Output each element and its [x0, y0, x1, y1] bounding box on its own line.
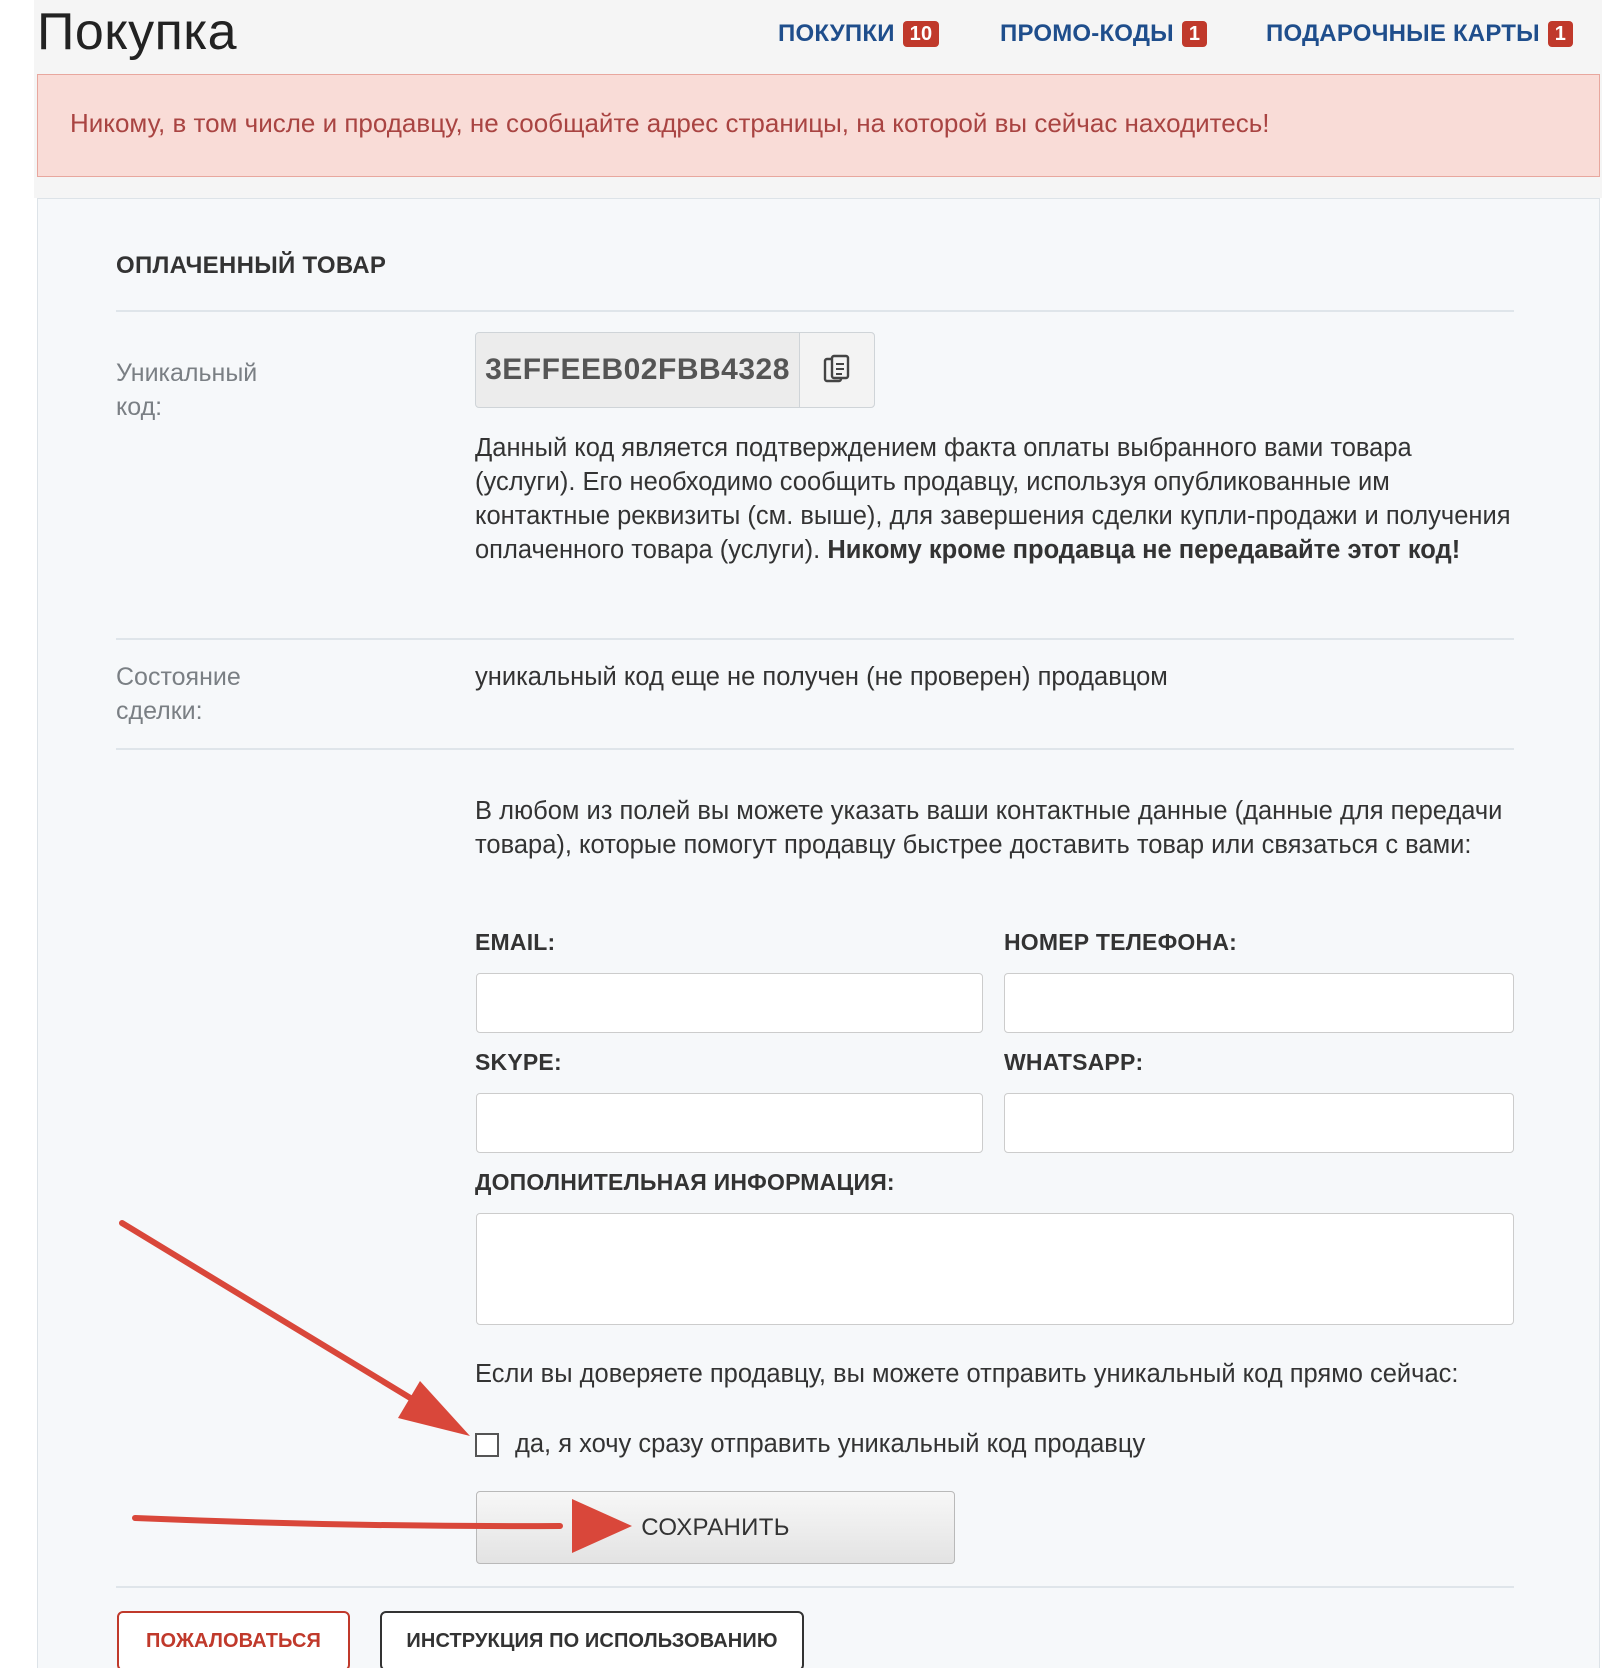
- email-input[interactable]: [476, 973, 983, 1033]
- unique-code-value[interactable]: 3EFFEEB02FBB4328: [485, 353, 790, 386]
- contacts-intro: В любом из полей вы можете указать ваши контактные данные (данные для передачи товара), которые помогут продавцу быстрее доставить товар или связаться с вами:: [475, 797, 1503, 859]
- deal-state-value: уникальный код еще не получен (не проверен) продавцом: [475, 663, 1168, 691]
- divider: [116, 310, 1514, 312]
- unique-code-description: Данный код является подтверждением факта оплаты выбранного вами товара (услуги). Его необходимо сообщить продавцу, используя опубликованные им контактные реквизиты (см. выше), для завершения сделки купли-продажи и получения оплаченного товара (услуги). Никому кроме продавца не передавайте этот код!: [475, 434, 1511, 564]
- divider: [116, 748, 1514, 750]
- divider: [116, 638, 1514, 640]
- extra-info-label: ДОПОЛНИТЕЛЬНАЯ ИНФОРМАЦИЯ:: [475, 1169, 895, 1195]
- skype-label: SKYPE:: [475, 1049, 562, 1075]
- nav-purchases-label: ПОКУПКИ: [778, 20, 895, 47]
- copy-icon: [822, 354, 852, 386]
- save-button[interactable]: СОХРАНИТЬ: [476, 1491, 955, 1564]
- send-code-intro: Если вы доверяете продавцу, вы можете отправить уникальный код прямо сейчас:: [475, 1360, 1459, 1388]
- nav-purchases[interactable]: [778, 20, 939, 48]
- deal-state-label: Состояние сделки:: [116, 663, 241, 725]
- phone-input[interactable]: [1004, 973, 1514, 1033]
- unique-code-warning: Никому кроме продавца не передавайте этот код!: [827, 536, 1461, 564]
- send-code-checkbox-label: да, я хочу сразу отправить уникальный код продавцу: [515, 1430, 1146, 1458]
- divider: [116, 1586, 1514, 1588]
- complain-button[interactable]: ПОЖАЛОВАТЬСЯ: [117, 1611, 350, 1668]
- unique-code-box: [475, 332, 875, 408]
- whatsapp-label: WHATSAPP:: [1004, 1049, 1144, 1075]
- whatsapp-input[interactable]: [1004, 1093, 1514, 1153]
- nav-gift-cards[interactable]: [1266, 20, 1573, 48]
- purchases-count-badge: 10: [903, 21, 940, 47]
- instructions-button[interactable]: ИНСТРУКЦИЯ ПО ИСПОЛЬЗОВАНИЮ: [380, 1611, 804, 1668]
- unique-code-label: Уникальный код:: [116, 359, 258, 421]
- send-code-checkbox-row[interactable]: [475, 1430, 1145, 1459]
- nav-promo-codes[interactable]: [1000, 20, 1207, 48]
- section-title: ОПЛАЧЕННЫЙ ТОВАР: [116, 252, 387, 279]
- security-warning-alert: Никому, в том числе и продавцу, не сообщайте адрес страницы, на которой вы сейчас находитесь!: [37, 74, 1600, 177]
- extra-info-textarea[interactable]: [476, 1213, 1514, 1325]
- nav-promo-codes-label: ПРОМО-КОДЫ: [1000, 20, 1174, 47]
- copy-code-button[interactable]: [799, 333, 874, 407]
- phone-label: НОМЕР ТЕЛЕФОНА:: [1004, 929, 1237, 955]
- email-label: EMAIL:: [475, 929, 556, 955]
- skype-input[interactable]: [476, 1093, 983, 1153]
- send-code-checkbox[interactable]: [475, 1433, 499, 1457]
- nav-gift-cards-label: ПОДАРОЧНЫЕ КАРТЫ: [1266, 20, 1540, 47]
- promo-codes-count-badge: 1: [1182, 21, 1207, 47]
- page-title: Покупка: [37, 3, 238, 61]
- gift-cards-count-badge: 1: [1548, 21, 1573, 47]
